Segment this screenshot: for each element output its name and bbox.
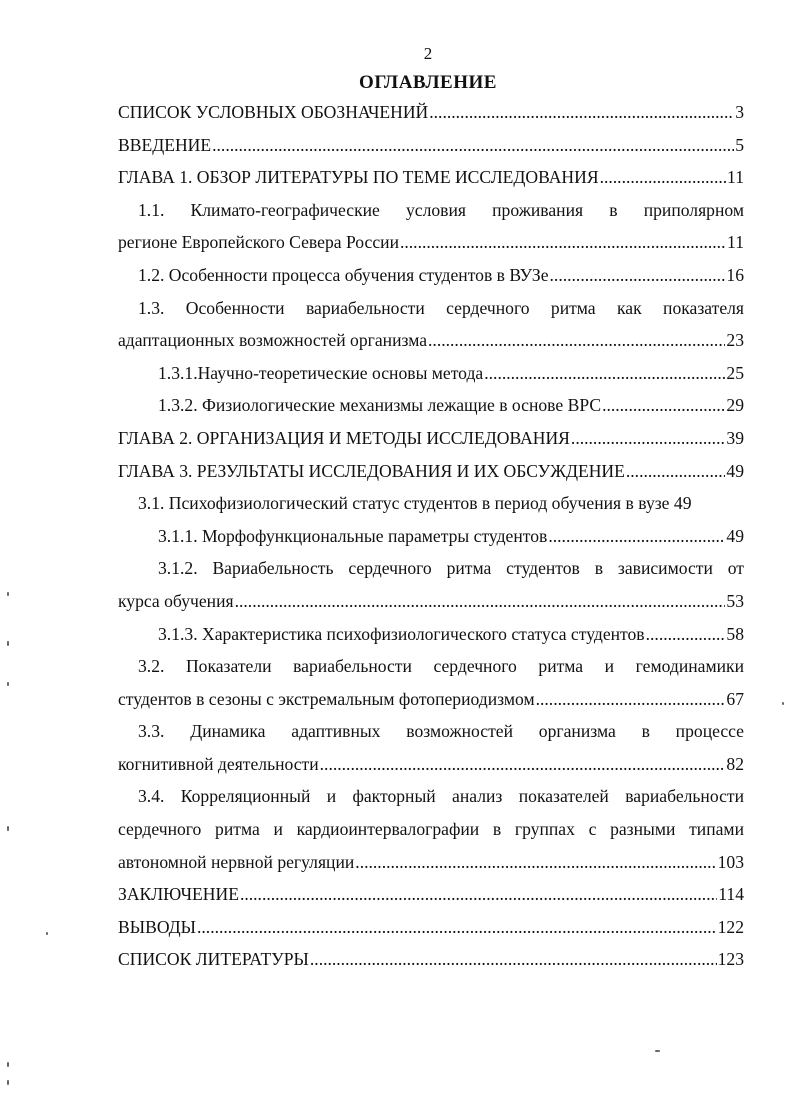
toc-entry-3-2[interactable] [118, 650, 744, 715]
entry-lead: 3.2. Показатели вариабельности сердечного ритма и гемодинамики [138, 656, 744, 677]
entry-page: 11 [727, 167, 744, 188]
entry-lead: 3.4. Корреляционный и факторный анализ показателей вариабельности [138, 786, 744, 807]
entry-page: 39 [726, 427, 744, 448]
entry-page: 11 [727, 232, 744, 253]
toc-entry-3-1-1[interactable] [118, 520, 744, 553]
dot-leader [320, 748, 726, 781]
scan-speck [7, 826, 9, 831]
entry-text: курса обучения [118, 590, 234, 611]
entry-text: ВЫВОДЫ [118, 916, 196, 937]
dot-leader [355, 846, 716, 879]
scan-speck [7, 592, 9, 596]
entry-lead: 1.1. Климато-географические условия проживания в приполярном [138, 199, 744, 220]
dot-leader [428, 324, 725, 357]
toc-entry-references[interactable] [118, 943, 744, 976]
toc-entry-abbreviations[interactable] [118, 96, 744, 129]
entry-text: студентов в сезоны с экстремальным фотопериодизмом [118, 688, 535, 709]
entry-page: 23 [726, 330, 744, 351]
dot-leader [212, 129, 734, 162]
entry-page: 49 [673, 493, 692, 514]
entry-text: когнитивной деятельности [118, 753, 319, 774]
entry-text: СПИСОК УСЛОВНЫХ ОБОЗНАЧЕНИЙ [118, 102, 429, 122]
dot-leader [235, 585, 726, 618]
toc-entry-introduction[interactable] [118, 129, 744, 162]
dot-leader [484, 357, 725, 390]
toc-entry-conclusion[interactable] [118, 878, 744, 911]
toc-entry-3-1-3[interactable] [118, 618, 744, 651]
toc-entry-findings[interactable] [118, 911, 744, 944]
dot-leader [550, 259, 726, 292]
entry-page: 16 [726, 264, 744, 285]
dot-leader [400, 226, 726, 259]
entry-text: регионе Европейского Севера России [118, 232, 399, 253]
entry-page: 58 [726, 623, 744, 644]
scan-speck [7, 1080, 9, 1085]
entry-page: 103 [717, 851, 744, 872]
toc-entry-3-1[interactable] [118, 487, 744, 520]
toc-entry-3-3[interactable] [118, 715, 744, 780]
dot-leader [240, 878, 717, 911]
scan-speck [782, 702, 784, 705]
dot-leader [600, 161, 726, 194]
entry-lead: 1.3. Особенности вариабельности сердечного ритма как показателя [138, 297, 744, 318]
entry-page: 49 [726, 460, 744, 481]
toc-entry-1-3[interactable] [118, 292, 744, 357]
entry-page: 123 [717, 949, 744, 970]
entry-lead: 3.1.2. Вариабельность сердечного ритма студентов в зависимости от [158, 558, 744, 579]
dot-leader [429, 96, 734, 129]
toc-entry-1-3-2[interactable] [118, 389, 744, 422]
entry-page: 49 [726, 525, 744, 546]
entry-page: 67 [726, 688, 744, 709]
toc-entry-chapter-3[interactable] [118, 455, 744, 488]
entry-lead-continued: сердечного ритма и кардиоинтервалографии в группах с разными типами [118, 819, 744, 840]
entry-text: 1.3.1.Научно-теоретические основы метода [158, 362, 484, 383]
entry-text: ЗАКЛЮЧЕНИЕ [118, 884, 239, 905]
entry-page: 29 [726, 395, 744, 416]
dot-leader [571, 422, 725, 455]
scan-speck [7, 1062, 9, 1067]
dot-leader [626, 455, 726, 488]
dot-leader [310, 943, 717, 976]
entry-page: 3 [735, 102, 744, 122]
entry-text: ГЛАВА 1. ОБЗОР ЛИТЕРАТУРЫ ПО ТЕМЕ ИССЛЕДОВАНИЯ [118, 167, 599, 188]
entry-page: 53 [726, 590, 744, 611]
scan-speck [7, 641, 9, 646]
entry-page: 5 [735, 134, 744, 155]
toc-entry-3-1-2[interactable] [118, 552, 744, 617]
page-number: 2 [423, 44, 433, 63]
toc-entry-chapter-2[interactable] [118, 422, 744, 455]
entry-text: 3.1. Психофизиологический статус студентов в период обучения в вузе [138, 493, 670, 514]
entry-text: 3.1.1. Морфофункциональные параметры студентов [158, 525, 548, 546]
entry-text: 1.2. Особенности процесса обучения студентов в ВУЗе [138, 264, 549, 285]
toc-title: ОГЛАВЛЕНИЕ [359, 72, 497, 93]
dot-leader [536, 683, 726, 716]
entry-text: ГЛАВА 3. РЕЗУЛЬТАТЫ ИССЛЕДОВАНИЯ И ИХ ОБСУЖДЕНИЕ [118, 460, 625, 481]
entry-page: 114 [718, 884, 744, 905]
entry-text: ВВЕДЕНИЕ [118, 134, 212, 155]
entry-lead: 3.3. Динамика адаптивных возможностей организма в процессе [138, 721, 744, 742]
table-of-contents [118, 96, 744, 976]
dot-leader [548, 520, 725, 553]
entry-page: 25 [726, 362, 744, 383]
entry-text: 1.3.2. Физиологические механизмы лежащие в основе ВРС [158, 395, 602, 416]
scan-speck [7, 682, 9, 686]
toc-entry-1-3-1[interactable] [118, 357, 744, 390]
toc-entry-1-2[interactable] [118, 259, 744, 292]
toc-entry-chapter-1[interactable] [118, 161, 744, 194]
entry-text: СПИСОК ЛИТЕРАТУРЫ [118, 949, 309, 970]
scan-speck [655, 1050, 660, 1052]
entry-text: 3.1.3. Характеристика психофизиологического статуса студентов [158, 623, 645, 644]
scan-speck [46, 932, 48, 935]
entry-text: адаптационных возможностей организма [118, 330, 428, 351]
toc-entry-3-4[interactable] [118, 780, 744, 878]
toc-entry-1-1[interactable] [118, 194, 744, 259]
entry-page: 82 [726, 753, 744, 774]
entry-text: автономной нервной регуляции [118, 851, 355, 872]
dot-leader [197, 911, 717, 944]
dot-leader [646, 618, 726, 651]
entry-text: ГЛАВА 2. ОРГАНИЗАЦИЯ И МЕТОДЫ ИССЛЕДОВАНИЯ [118, 427, 570, 448]
entry-page: 122 [717, 916, 744, 937]
dot-leader [602, 389, 725, 422]
